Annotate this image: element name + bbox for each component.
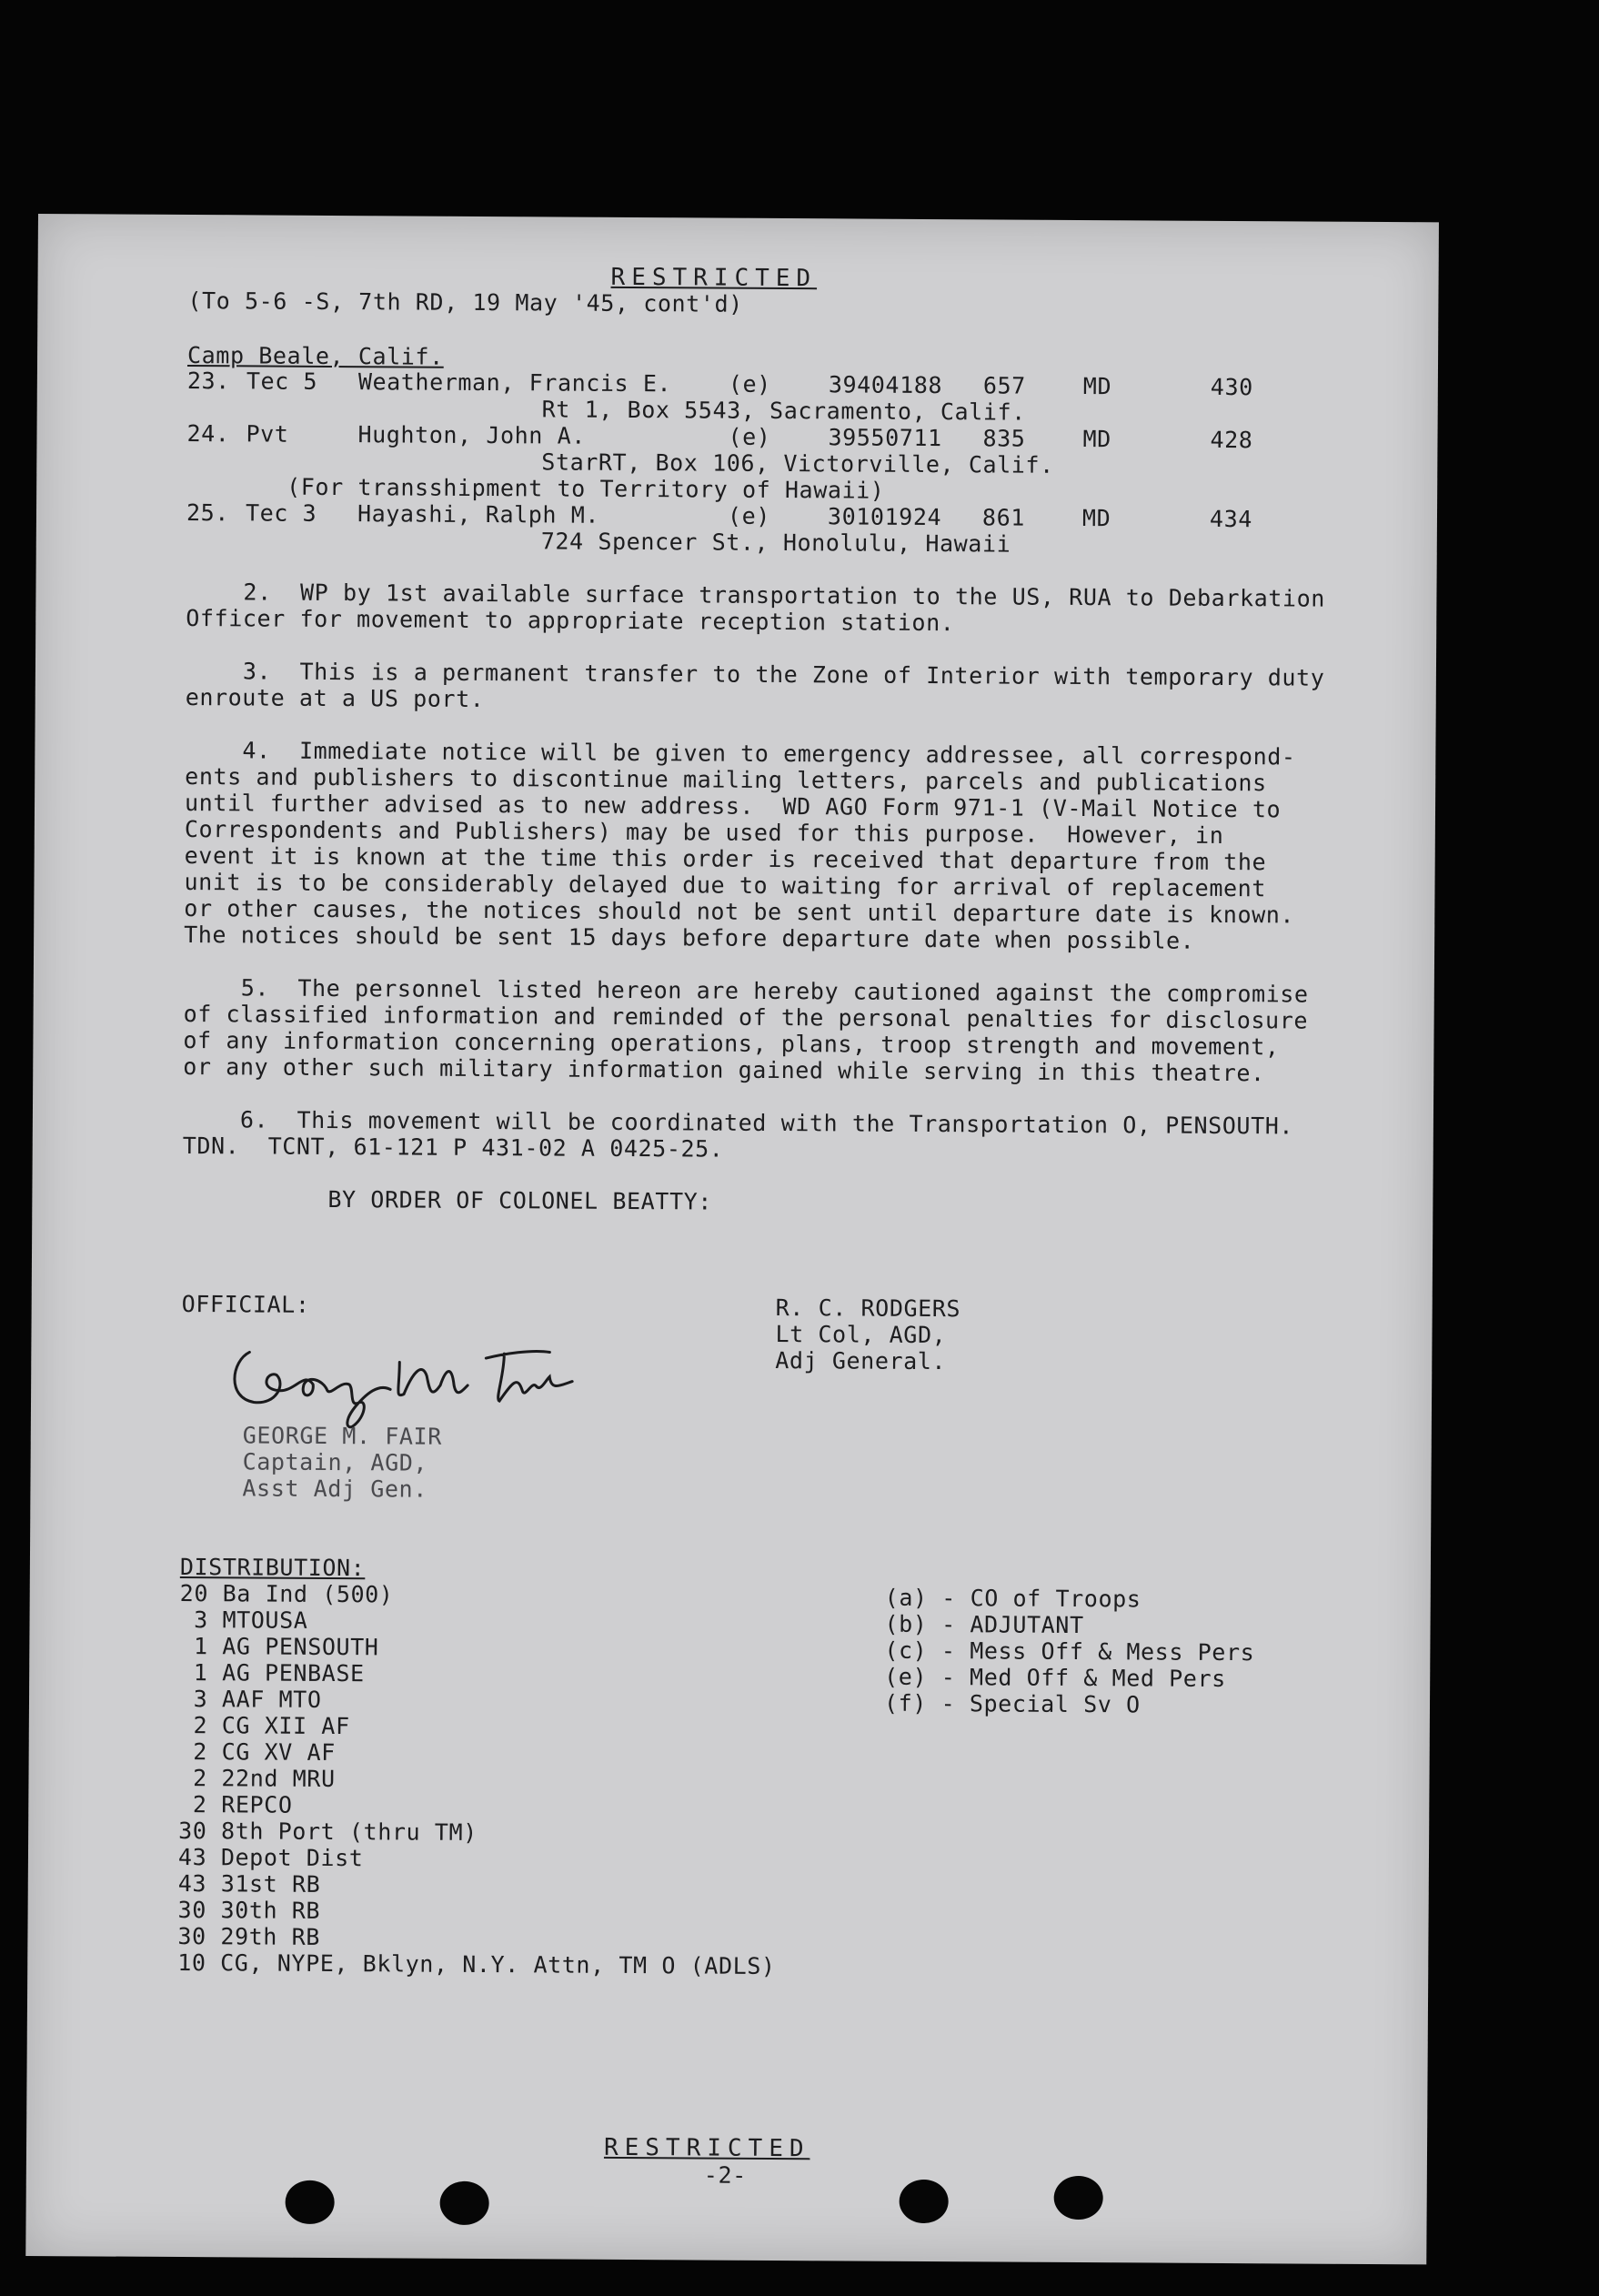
distribution-item: 3 MTOUSA: [179, 1606, 308, 1634]
paragraph-line: until further advised as to new address. WD AGO Form 971-1 (V-Mail Notice to: [184, 789, 1282, 823]
punch-hole: [440, 2181, 489, 2225]
transshipment-note: (For transshipment to Territory of Hawaii): [287, 473, 885, 504]
entry-serial: 30101924: [827, 503, 942, 531]
entry-grade: Tec 5: [246, 368, 318, 395]
signer-name: R. C. RODGERS: [775, 1294, 961, 1323]
paragraph-line: 3. This is a permanent transfer to the Zone of Interior with temporary duty: [242, 658, 1325, 691]
paragraph-line: The notices should be sent 15 days before departure date when possible.: [184, 921, 1195, 954]
distribution-item: 2 CG XII AF: [178, 1711, 350, 1740]
paragraph-line: Correspondents and Publishers) may be used for this purpose. However, in: [184, 815, 1224, 849]
classification-top: RESTRICTED: [610, 263, 818, 293]
entry-branch: MD: [1082, 373, 1112, 400]
official-label: OFFICIAL:: [181, 1290, 310, 1318]
continuation-line: (To 5-6 -S, 7th RD, 19 May '45, cont'd): [187, 287, 743, 317]
code-item: (b) - ADJUTANT: [884, 1610, 1084, 1639]
entry-grade: Pvt: [246, 420, 289, 448]
paragraph-line: enroute at a US port.: [185, 683, 485, 713]
code-item: (a) - CO of Troops: [884, 1584, 1141, 1613]
paragraph-line: ents and publishers to discontinue mailing letters, parcels and publications: [185, 762, 1267, 797]
handwritten-signature: [213, 1334, 596, 1436]
punch-hole: [286, 2180, 335, 2224]
entry-name: Hughton, John A.: [357, 421, 587, 449]
entry-name: Hayashi, Ralph M.: [357, 500, 600, 529]
entry-mos: 861: [981, 504, 1026, 531]
distribution-item: 30 30th RB: [177, 1896, 321, 1924]
paragraph-line: of classified information and reminded of the personal penalties for disclosure: [183, 1000, 1309, 1034]
paragraph-line: event it is known at the time this order is received that departure from the: [184, 841, 1267, 876]
entry-number: 25.: [186, 499, 230, 527]
entry-grade: Tec 3: [245, 499, 317, 527]
document-page: [25, 214, 1439, 2264]
distribution-item: 1 AG PENBASE: [179, 1658, 365, 1687]
distribution-item: 2 22nd MRU: [178, 1764, 336, 1793]
distribution-heading: DISTRIBUTION:: [179, 1553, 366, 1582]
location-heading: Camp Beale, Calif.: [186, 342, 444, 370]
code-item: (c) - Mess Off & Mess Pers: [884, 1636, 1255, 1667]
paragraph-line: or other causes, the notices should not be sent until departure date is known.: [184, 894, 1295, 929]
distribution-item: 30 29th RB: [177, 1922, 321, 1950]
classification-bottom: RESTRICTED: [603, 2133, 810, 2163]
distribution-item: 10 CG, NYPE, Bklyn, N.Y. Attn, TM O (ADLS): [177, 1949, 776, 1979]
entry-name: Weatherman, Francis E.: [357, 368, 672, 398]
official-signer-name: GEORGE M. FAIR: [242, 1422, 443, 1450]
page-number: -2-: [703, 2161, 747, 2189]
paragraph-line: 2. WP by 1st available surface transportation to the US, RUA to Debarkation: [243, 579, 1326, 612]
punch-hole: [900, 2180, 949, 2223]
paragraph-line: 5. The personnel listed hereon are hereby cautioned against the compromise: [240, 974, 1309, 1008]
signer-rank: Lt Col, AGD,: [775, 1320, 947, 1349]
entry-address: Rt 1, Box 5543, Sacramento, Calif.: [541, 396, 1026, 426]
distribution-item: 2 CG XV AF: [178, 1737, 336, 1767]
entry-serial: 39550711: [828, 424, 942, 452]
code-item: (e) - Med Off & Med Pers: [884, 1663, 1226, 1693]
official-signer-rank: Captain, AGD,: [242, 1448, 428, 1476]
entry-branch: MD: [1081, 505, 1111, 532]
entry-pos: 428: [1210, 426, 1253, 454]
distribution-item: 3 AAF MTO: [178, 1685, 322, 1713]
distribution-item: 43 Depot Dist: [177, 1843, 364, 1872]
entry-pos: 434: [1209, 505, 1253, 533]
entry-address: StarRT, Box 106, Victorville, Calif.: [541, 448, 1054, 478]
paragraph-line: 4. Immediate notice will be given to emergency addressee, all correspond-: [242, 737, 1296, 770]
entry-code: (e): [728, 370, 771, 398]
distribution-item: 1 AG PENSOUTH: [179, 1632, 379, 1661]
entry-code: (e): [728, 423, 771, 450]
paragraph-line: 6. This movement will be coordinated with the Transportation O, PENSOUTH.: [239, 1106, 1294, 1140]
paragraph-line: or any other such military information gained while serving in this theatre.: [183, 1052, 1265, 1087]
entry-number: 24.: [186, 420, 230, 448]
entry-pos: 430: [1210, 373, 1253, 401]
official-signer-title: Asst Adj Gen.: [242, 1475, 428, 1503]
distribution-item: 2 REPCO: [178, 1790, 293, 1818]
code-item: (f) - Special Sv O: [883, 1689, 1141, 1718]
entry-branch: MD: [1082, 426, 1111, 453]
entry-code: (e): [727, 502, 771, 529]
signer-title: Adj General.: [775, 1346, 947, 1375]
punch-hole: [1054, 2176, 1103, 2220]
entry-address: 724 Spencer St., Honolulu, Hawaii: [540, 528, 1011, 558]
entry-mos: 657: [982, 372, 1026, 399]
entry-mos: 835: [982, 425, 1026, 452]
paragraph-line: unit is to be considerably delayed due to waiting for arrival of replacement: [184, 868, 1267, 902]
entry-serial: 39404188: [828, 371, 943, 399]
distribution-item: 30 8th Port (thru TM): [178, 1817, 478, 1846]
paragraph-line: Officer for movement to appropriate reception station.: [186, 604, 955, 637]
distribution-item: 20 Ba Ind (500): [179, 1579, 394, 1608]
entry-number: 23.: [186, 368, 230, 395]
paragraph-line: TDN. TCNT, 61-121 P 431-02 A 0425-25.: [182, 1132, 724, 1163]
paragraph-line: of any information concerning operations, plans, troop strength and movement,: [183, 1026, 1280, 1061]
by-order-line: BY ORDER OF COLONEL BEATTY:: [327, 1185, 713, 1215]
distribution-item: 43 31st RB: [177, 1869, 321, 1898]
